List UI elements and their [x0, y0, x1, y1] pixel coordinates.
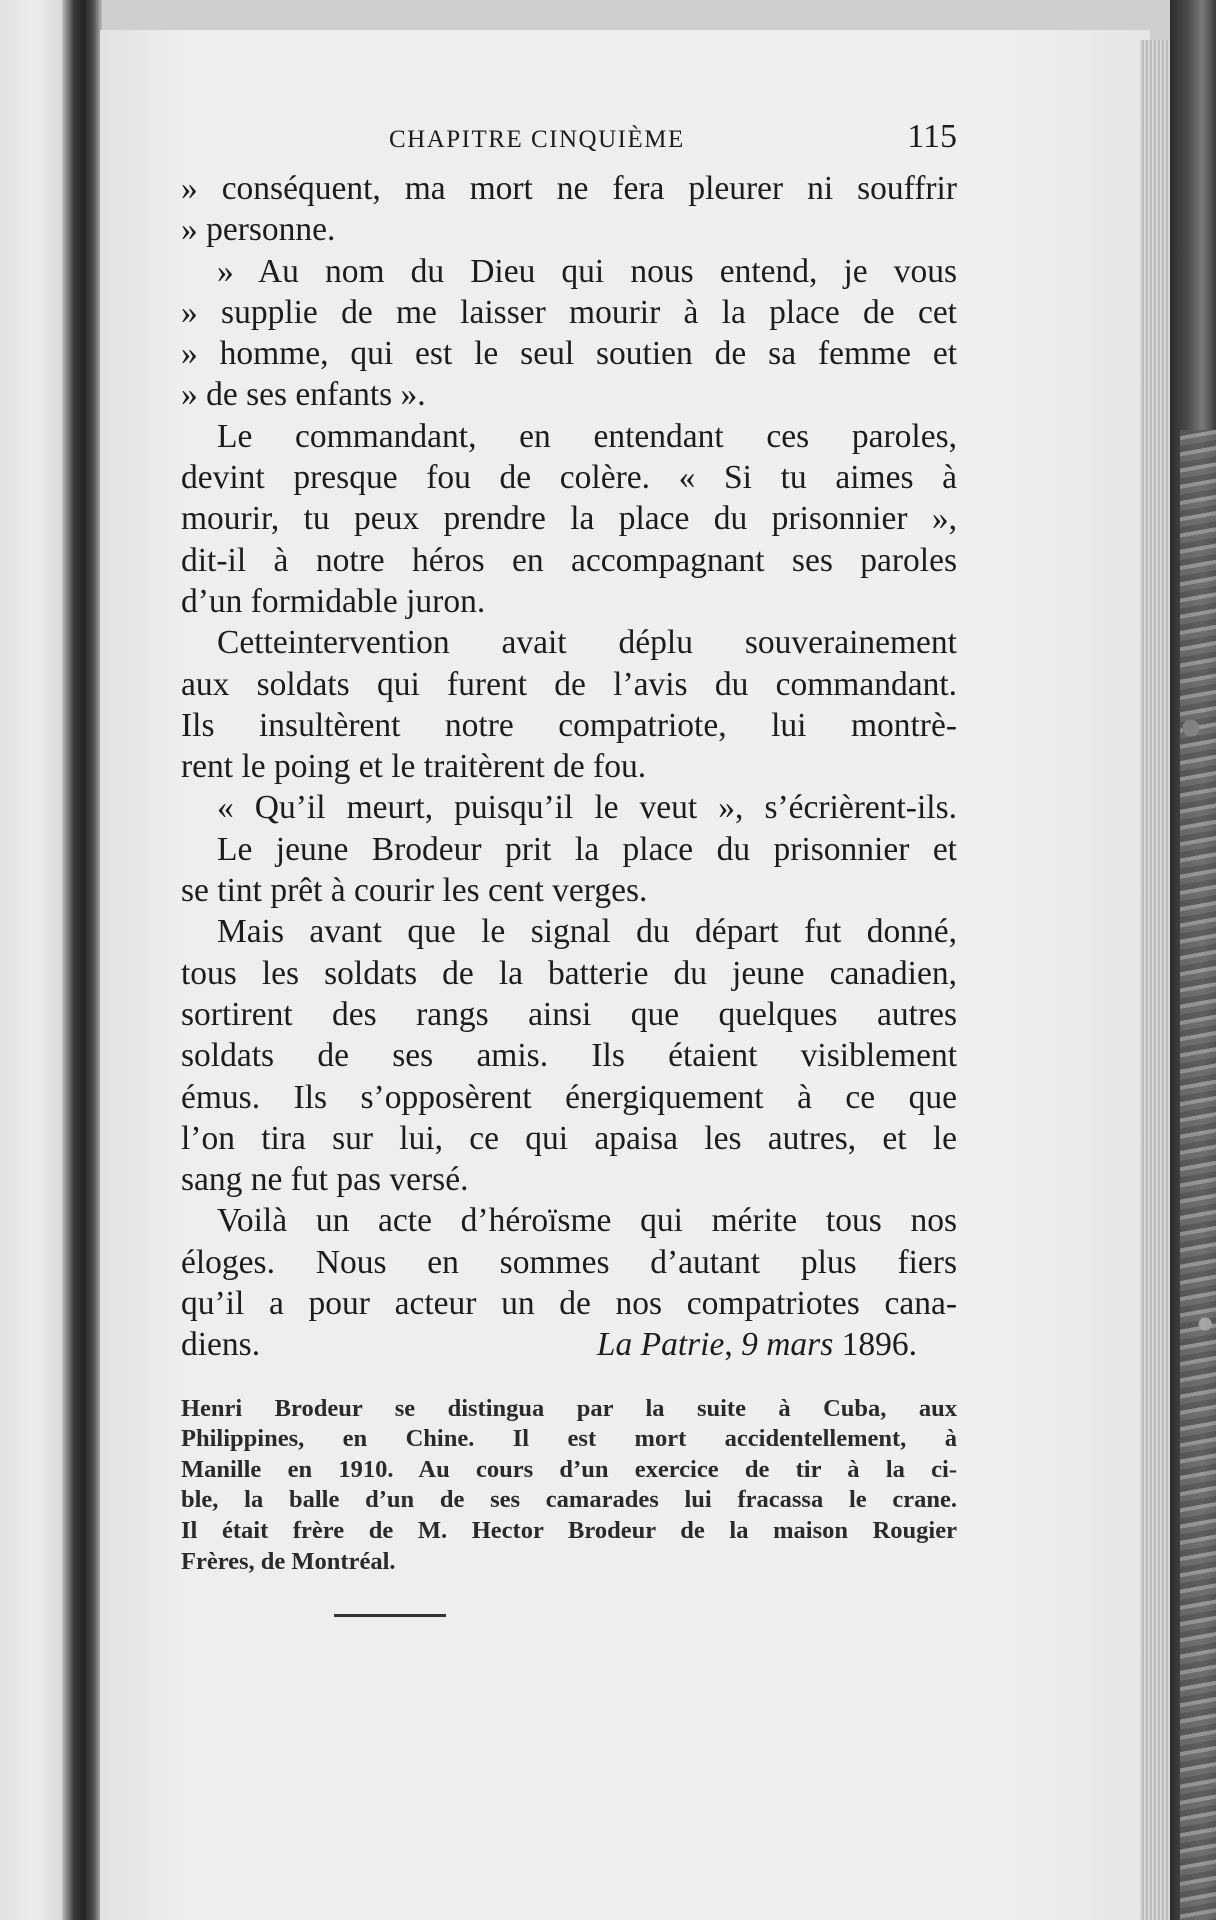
text-line: tous les soldats de la batterie du jeune canadien, [181, 954, 957, 992]
source-citation [597, 1324, 917, 1365]
text-line: » supplie de me laisser mourir à la place de cet [181, 293, 957, 331]
text-line: éloges. Nous en sommes d’autant plus fiers [181, 1243, 957, 1281]
text-line: dit-il à notre héros en accompagnant ses paroles [181, 541, 957, 579]
text-line: Voilà un acte d’héroïsme qui mérite tous nos [217, 1202, 957, 1240]
marbled-endpaper [1180, 430, 1216, 1920]
facing-page-edge [0, 0, 62, 1920]
body-text [181, 168, 957, 1324]
page-number: 115 [907, 118, 957, 155]
source-name: La Patrie [596, 1326, 725, 1364]
signature-line [181, 1324, 957, 1365]
source-date: 9 mars [741, 1326, 834, 1364]
text-line: » Au nom du Dieu qui nous entend, je vous [217, 252, 957, 290]
text-line: » personne. [181, 211, 336, 249]
text-line: Ils insultèrent notre compatriote, lui montrè- [181, 706, 957, 744]
closing-rule [334, 1614, 446, 1617]
text-line: sang ne fut pas versé. [181, 1161, 469, 1199]
text-line: qu’il a pour acteur un de nos compatriotes cana- [181, 1285, 957, 1323]
text-line: « Qu’il meurt, puisqu’il le veut », s’écrièrent-ils. [217, 789, 957, 827]
text-line: sortirent des rangs ainsi que quelques autres [181, 995, 957, 1033]
text-line: rent le poing et le traitèrent de fou. [181, 748, 647, 786]
text-line: Le jeune Brodeur prit la place du prisonnier et [217, 830, 957, 868]
source-year: 1896. [833, 1326, 917, 1364]
text-line: mourir, tu peux prendre la place du prisonnier », [181, 500, 957, 538]
text-line: d’un formidable juron. [181, 582, 486, 620]
running-head [181, 120, 957, 166]
text-line: » de ses enfants ». [181, 376, 426, 414]
text-line: » conséquent, ma mort ne fera pleurer ni souffrir [181, 170, 957, 207]
text-line: ble, la balle d’un de ses camarades lui fracassa le crane. [181, 1486, 957, 1514]
text-line: Mais avant que le signal du départ fut donné, [217, 913, 957, 951]
text-line: soldats de ses amis. Ils étaient visiblement [181, 1037, 957, 1075]
text-line: » homme, qui est le seul soutien de sa femme et [181, 335, 957, 373]
text-line: Henri Brodeur se distingua par la suite à Cuba, aux [181, 1394, 957, 1422]
text-line: Frères, de Montréal. [181, 1547, 396, 1575]
footnote [181, 1394, 957, 1578]
chapter-title: CHAPITRE CINQUIÈME [389, 126, 685, 153]
text-line: Manille en 1910. Au cours d’un exercice de tir à la ci- [181, 1455, 957, 1483]
text-line: Il était frère de M. Hector Brodeur de la maison Rougier [181, 1516, 957, 1544]
text-block [181, 120, 957, 1577]
text-line: Cetteintervention avait déplu souverainement [217, 624, 957, 662]
text-line: émus. Ils s’opposèrent énergiquement à ce que [181, 1078, 957, 1116]
text-line: aux soldats qui furent de l’avis du commandant. [181, 665, 957, 703]
text-line: devint presque fou de colère. « Si tu aimes à [181, 459, 957, 497]
text-line: Philippines, en Chine. Il est mort accidentellement, à [181, 1425, 957, 1453]
text-line: l’on tira sur lui, ce qui apaisa les autres, et le [181, 1119, 957, 1157]
book-gutter [62, 0, 102, 1920]
signature-line-start: diens. [181, 1326, 261, 1364]
text-line: se tint prêt à courir les cent verges. [181, 872, 648, 910]
citation-separator: , [724, 1326, 742, 1364]
text-line: Le commandant, en entendant ces paroles, [217, 417, 957, 455]
page-edges [1140, 40, 1170, 1920]
